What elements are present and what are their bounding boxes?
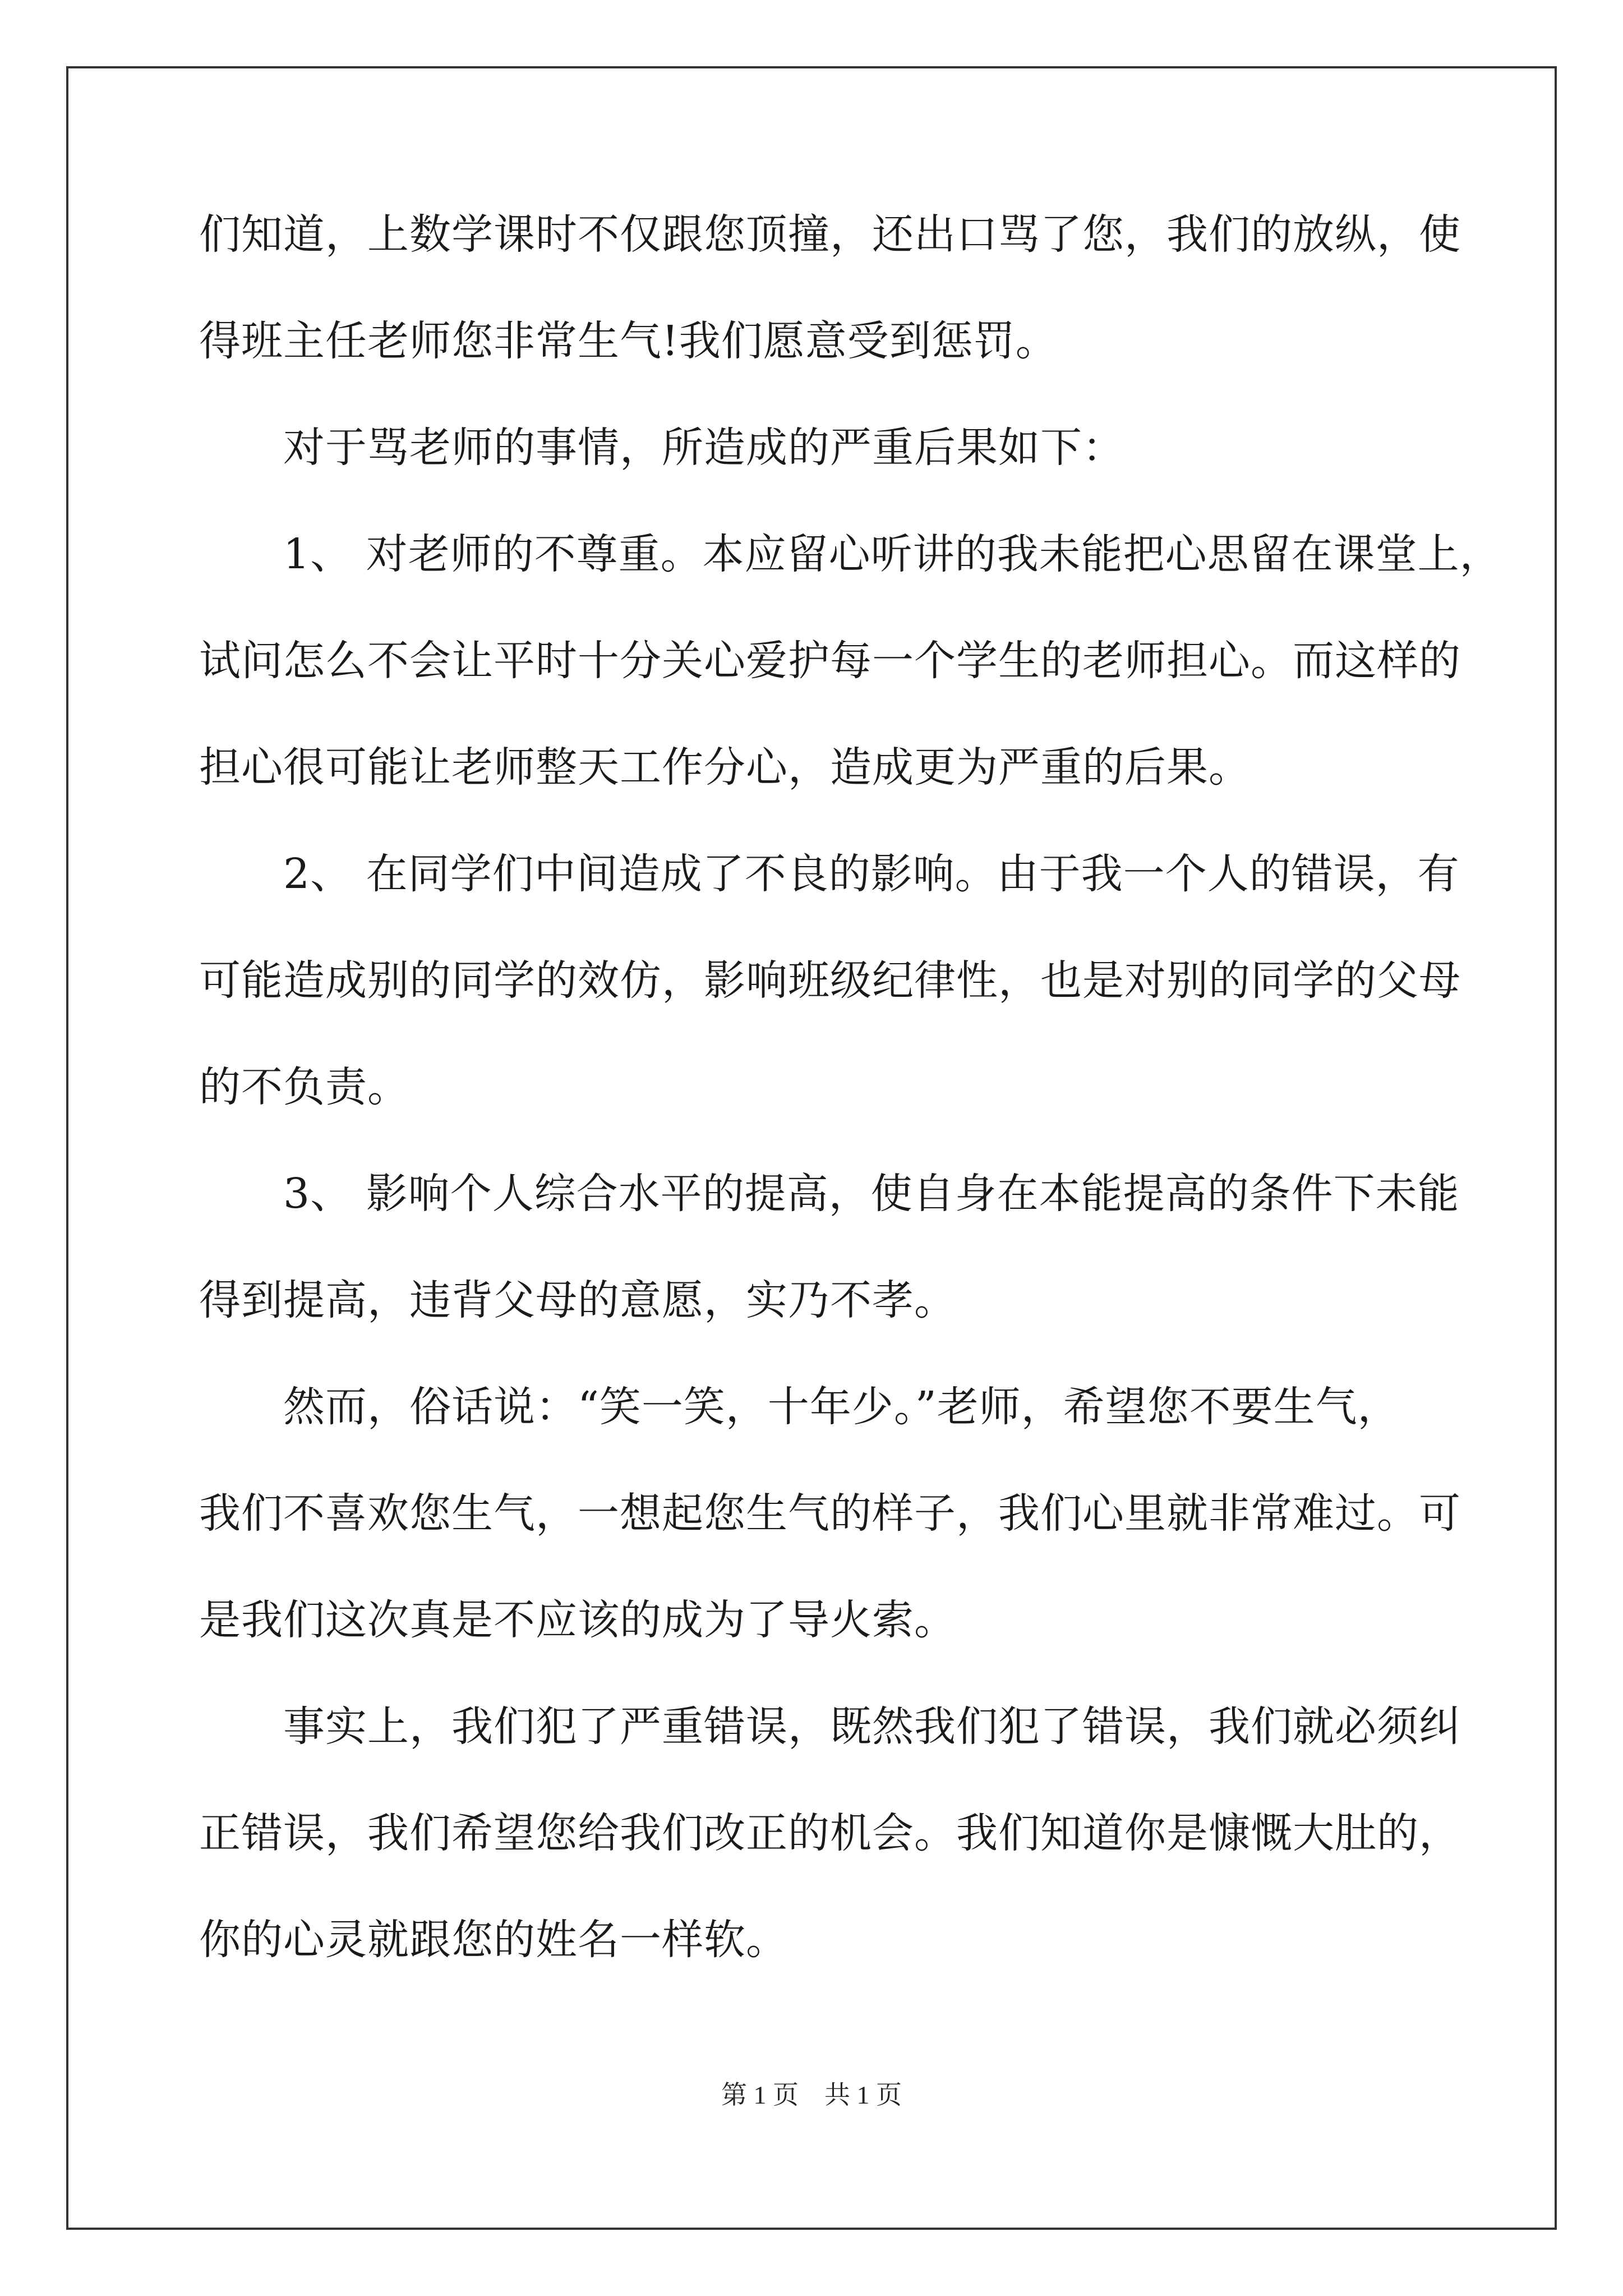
paragraph-line: 事实上，我们犯了严重错误，既然我们犯了错误，我们就必须纠 — [283, 1703, 1461, 1751]
paragraph-line: 得班主任老师您非常生气!我们愿意受到惩罚。 — [199, 317, 1058, 365]
paragraph-line: 3、 影响个人综合水平的提高，使自身在本能提高的条件下未能 — [283, 1170, 1460, 1218]
paragraph-line: 可能造成别的同学的效仿，影响班级纪律性，也是对别的同学的父母 — [199, 956, 1461, 1005]
page-border — [66, 66, 1557, 2230]
paragraph-line: 的不负责。 — [199, 1063, 409, 1111]
paragraph-line: 2、 在同学们中间造成了不良的影响。由于我一个人的错误，有 — [283, 850, 1460, 898]
paragraph-line: 然而，俗话说：“笑一笑，十年少。”老师，希望您不要生气， — [283, 1383, 1400, 1431]
paragraph-line: 你的心灵就跟您的姓名一样软。 — [199, 1916, 788, 1964]
paragraph-line: 试问怎么不会让平时十分关心爱护每一个学生的老师担心。而这样的 — [199, 637, 1461, 685]
paragraph-line: 正错误，我们希望您给我们改正的机会。我们知道你是慷慨大肚的， — [199, 1809, 1461, 1857]
paragraph-line: 是我们这次真是不应该的成为了导火索。 — [199, 1596, 956, 1644]
paragraph-line: 得到提高，违背父母的意愿，实乃不孝。 — [199, 1276, 956, 1324]
paragraph-line: 担心很可能让老师整天工作分心，造成更为严重的后果。 — [199, 743, 1251, 792]
page-number-footer: 第 1 页 共 1 页 — [721, 2081, 902, 2109]
paragraph-line: 1、 对老师的不尊重。本应留心听讲的我未能把心思留在课堂上， — [283, 530, 1502, 578]
paragraph-line: 对于骂老师的事情，所造成的严重后果如下： — [283, 424, 1124, 472]
paragraph-line: 我们不喜欢您生气，一想起您生气的样子，我们心里就非常难过。可 — [199, 1489, 1461, 1538]
paragraph-line: 们知道，上数学课时不仅跟您顶撞，还出口骂了您，我们的放纵，使 — [199, 210, 1461, 259]
